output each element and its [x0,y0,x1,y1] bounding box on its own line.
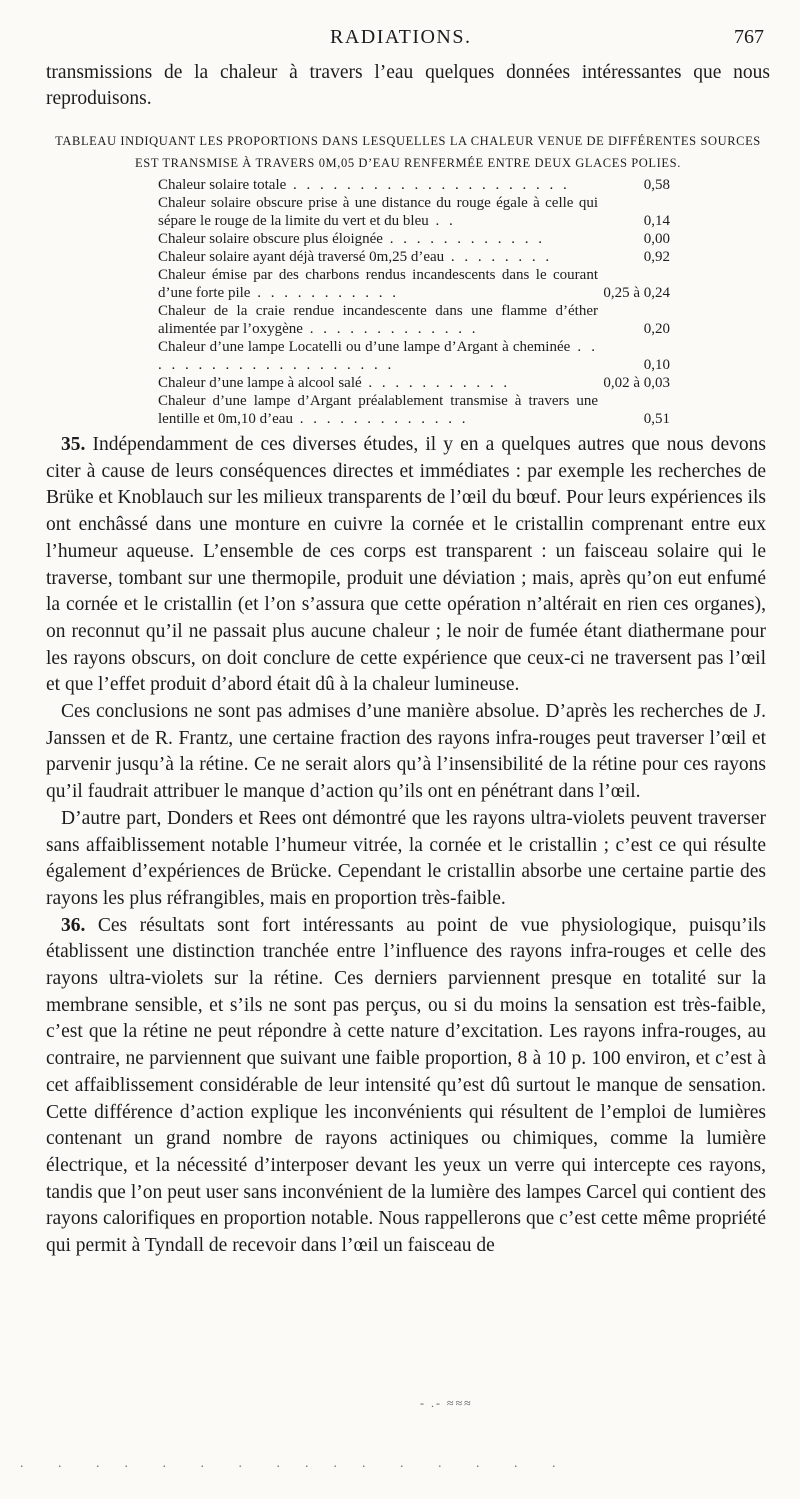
scan-specks: . . . . . . . . . . . . . . . . [20,1456,562,1471]
page-number: 767 [734,26,764,48]
row-value: 0,58 [640,176,670,194]
table-row [158,194,670,230]
table-row [158,248,670,266]
running-head: RADIATIONS. [330,26,472,48]
row-label: Chaleur solaire obscure plus éloignée . . . . . . . . . . . . [158,231,545,247]
row-label: Chaleur d’une lampe d’Argant préalablement transmise à travers une lentille et 0m,10 d’eau . . . . . . . . . . . . . [158,393,598,427]
paragraph-text: Ces conclusions ne sont pas admises d’une manière absolue. D’après les recherches de J. Janssen et de R. Frantz, une certaine fraction des rayons infra-rouges peut traverser l’œil et parvenir jusqu’à la rétine. Ce ne serait alors qu’à l’insensibilité de la rétine pour ces rayons qu’il faudrait attribuer le manque d’action qu’ils ont en pénétrant dans l’œil. [46,701,766,803]
page-header [0,26,800,56]
paragraph-36 [46,913,766,1260]
table-row [158,302,670,338]
table-row [158,338,670,374]
paragraph-text: D’autre part, Donders et Rees ont démontré que les rayons ultra-violets peuvent traverser sans affaiblissement notable l’humeur vitrée, la cornée et le cristallin ; c’est ce qui résulte également d’expériences de Brücke. Cependant le cristallin absorbe une certaine partie des rayons les plus réfrangibles, mais en proportion très-faible. [46,807,766,909]
body-text [46,432,766,1260]
table-row [158,176,670,194]
row-value: 0,02 à 0,03 [599,374,670,392]
row-value: 0,20 [640,320,670,338]
paragraph-janssen [46,699,766,806]
paragraph-donders [46,806,766,913]
table-row [158,266,670,302]
row-label: Chaleur solaire ayant déjà traversé 0m,25 d’eau . . . . . . . . [158,249,553,265]
row-label: Chaleur émise par des charbons rendus incandescents dans le courant d’une forte pile . . . . . . . . . . . [158,267,598,301]
paragraph-35 [46,432,766,699]
row-label: Chaleur solaire obscure prise à une distance du rouge égale à celle qui sépare le rouge de la limite du vert et du bleu . . [158,195,598,229]
row-value: 0,14 [640,212,670,230]
paragraph-number: 35. [61,434,86,455]
paragraph-number: 36. [61,914,86,936]
row-label: Chaleur de la craie rendue incandescente dans une flamme d’éther alimentée par l’oxygène . . . . . . . . . . . . . [158,303,598,337]
row-value: 0,92 [640,248,670,266]
row-value: 0,10 [640,356,670,374]
paragraph-text: Ces résultats sont fort intéressants au point de vue physiologique, puisqu’ils établissent une distinction tranchée entre l’influence des rayons infra-rouges et celle des rayons ultra-violets sur la rétine. Ces derniers parviennent presque en totalité sur la membrane sensible, et s’ils ne sont pas perçus, ou si du moins la sensation est très-faible, c’est que la rétine ne peut répondre à cette nature d’excitation. Les rayons infra-rouges, au contraire, ne parviennent que suivant une faible proportion, 8 à 10 p. 100 environ, et c’est à cet affaiblissement considérable de leur intensité qu’est dû surtout le manque de sensation. Cette différence d’action explique les inconvénients qui résultent de l’emploi de lumières contenant un grand nombre de rayons actiniques ou chimiques, comme la lumière électrique, et la nécessité d’interposer devant les yeux un verre qui intercepte ces rayons, tandis que l’on peut user sans inconvénient de la lumière des lampes Carcel qui contient des rayons calorifiques en proportion notable. Nous rappellerons que c’est cette même propriété qui permit à Tyndall de recevoir dans l’œil un faisceau de [46,914,766,1257]
row-value: 0,25 à 0,24 [599,284,670,302]
table-row [158,230,670,248]
intro-paragraph: transmissions de la chaleur à travers l’eau quelques données intéressantes que nous reproduisons. [46,62,770,109]
table-row [158,392,670,428]
row-value: 0,51 [640,410,670,428]
table-caption: TABLEAU INDIQUANT LES PROPORTIONS DANS LESQUELLES LA CHALEUR VENUE DE DIFFÉRENTES SOURCES EST TRANSMISE À TRAVERS 0M,05 D’EAU RENFERMÉE ENTRE DEUX GLACES POLIES. [55,134,761,170]
row-label: Chaleur solaire totale . . . . . . . . . . . . . . . . . . . . . [158,177,570,193]
row-value: 0,00 [640,230,670,248]
table-row [158,374,670,392]
paragraph-text: Indépendamment de ces diverses études, il y en a quelques autres que nous devons citer à cause de leurs conséquences directes et immédiates : par exemple les recherches de Brüke et Knoblauch sur les milieux transparents de l’œil du bœuf. Pour leurs expériences ils ont enchâssé dans une monture en cuivre la cornée et le cristallin comprenant entre eux l’humeur aqueuse. L’ensemble de ces corps est transparent : un faisceau solaire qui le traverse, tombant sur une thermopile, produit une déviation ; mais, après qu’on eut enfumé la cornée et le cristallin (et l’on s’assura que cette opération n’altérait en rien ces organes), on reconnut qu’il ne passait plus aucune chaleur ; le noir de fumée étant diathermane pour les rayons obscurs, on doit conclure de cette expérience que ceux-ci ne traversent pas l’œil et que l’effet produit d’abord était dû à la chaleur lumineuse. [46,434,766,696]
row-label: Chaleur d’une lampe à alcool salé . . . . . . . . . . . [158,375,511,391]
transmission-table [158,176,670,428]
printer-mark: - .- ≈≈≈ [420,1396,473,1410]
row-label: Chaleur d’une lampe Locatelli ou d’une lampe d’Argant à cheminée . . . . . . . . . . . . . . . . . . . . [158,339,598,373]
